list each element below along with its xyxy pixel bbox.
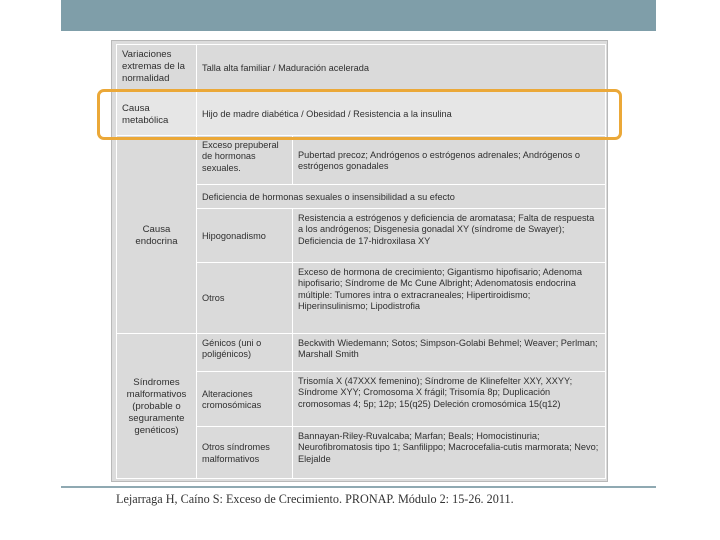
cell-exceso-hormona-crecimiento: Exceso de hormona de crecimiento; Gigantismo hipofisario; Adenoma hipofisario; Síndrome de Mc Cune Albright; Adenomatosis endocrina múltiple: Tumores intra o extracraneales; Hipertiroidismo; Hiperinsulinismo; Lipodistrofia <box>293 263 606 334</box>
row-label-causa-metabolica: Causa metabólica <box>117 92 197 136</box>
cell-beckwith: Beckwith Wiedemann; Sotos; Simpson-Golabi Behmel; Weaver; Perlman; Marshall Smith <box>293 334 606 372</box>
citation-text: Lejarraga H, Caíno S: Exceso de Crecimiento. PRONAP. Módulo 2: 15-26. 2011. <box>116 492 514 506</box>
cell-otros-sindromes: Otros síndromes malformativos <box>197 427 293 479</box>
highlight-outline <box>97 89 622 140</box>
table-row <box>117 136 606 185</box>
cell-hipogonadismo: Hipogonadismo <box>197 209 293 263</box>
cell-genicos: Génicos (uni o poligénicos) <box>197 334 293 372</box>
header-band <box>61 0 656 31</box>
cell-deficiencia-hormonas: Deficiencia de hormonas sexuales o insensibilidad a su efecto <box>197 185 606 209</box>
cell-resistencia-estrogenos: Resistencia a estrógenos y deficiencia de aromatasa; Falta de respuesta a los andrógenos; Disgenesia gonadal XY (síndrome de Swayer); Deficiencia de 17-hidroxilasa XY <box>293 209 606 263</box>
cell-hijo-madre-diabetica: Hijo de madre diabética / Obesidad / Resistencia a la insulina <box>197 92 606 136</box>
table-row <box>117 334 606 372</box>
cell-bannayan: Bannayan-Riley-Ruvalcaba; Marfan; Beals; Homocistinuria; Neurofibromatosis tipo 1; Sanfilippo; Macrocefalia-cutis marmorata; Nevo; Elejalde <box>293 427 606 479</box>
cell-exceso-prepuberal: Exceso prepuberal de hormonas sexuales. <box>197 136 293 185</box>
cell-otros-endocrina: Otros <box>197 263 293 334</box>
table-row <box>117 45 606 92</box>
cell-pubertad-precoz: Pubertad precoz; Andrógenos o estrógenos adrenales; Andrógenos o estrógenos gonadales <box>293 136 606 185</box>
footer-divider <box>61 486 656 488</box>
cell-alteraciones-cromosomicas: Alteraciones cromosómicas <box>197 372 293 427</box>
row-label-sindromes: Síndromes malformativos (probable o seguramente genéticos) <box>117 334 197 479</box>
cell-talla-alta: Talla alta familiar / Maduración acelerada <box>197 45 606 92</box>
cell-trisomia: Trisomía X (47XXX femenino); Síndrome de Klinefelter XXY, XXYY; Síndrome XYY; Cromosoma X frágil; Trisomía 8p; Duplicación cromosomas 4; 5p; 12p; 15(q25) Deleción cromosómica 15(q12) <box>293 372 606 427</box>
row-label-causa-endocrina: Causa endocrina <box>117 136 197 334</box>
row-label-variaciones: Variaciones extremas de la normalidad <box>117 45 197 92</box>
